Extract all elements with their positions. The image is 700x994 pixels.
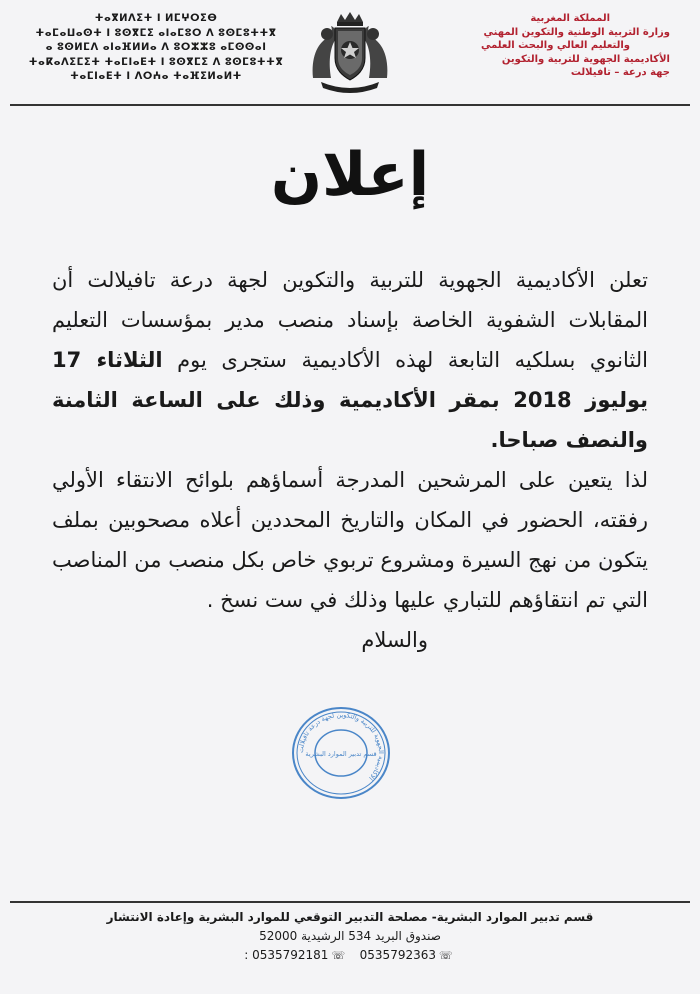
ministry-line: وزارة التربية الوطنية والتكوين المهني xyxy=(483,26,670,38)
announcement-body xyxy=(52,260,648,660)
closing-text: والسلام xyxy=(361,628,428,652)
coat-of-arms-icon xyxy=(307,8,393,94)
footer xyxy=(0,908,700,965)
ministry-line: جهة درعة – تافيلالت xyxy=(570,67,670,78)
ministry-line: والتعليم العالي والبحث العلمي xyxy=(480,40,630,51)
paragraph-2: لذا يتعين على المرشحين المدرجة أسماؤهم بلوائح الانتقاء الأولي رفقته، الحضور في المكان والتاريخ المحددين أعلاه مصحوبين بملف يتكون من نهج السيرة ومشروع تربوي خاص بكل منصب من المناصب التي تم انتقاؤهم للتباري عليها وذلك في ست نسخ . xyxy=(52,468,648,612)
page-title: إعلان xyxy=(270,140,430,210)
footer-address: صندوق البريد 534 الرشيدية 52000 xyxy=(259,929,441,943)
footer-department: قسم تدبير الموارد البشرية- مصلحة التدبير التوقعي للموارد البشرية وإعادة الانتشار xyxy=(106,910,594,924)
tifinagh-header xyxy=(26,12,286,85)
ministry-line: الأكاديمية الجهوية للتربية والتكوين xyxy=(501,53,670,65)
official-stamp-icon xyxy=(290,705,392,801)
stamp-inner-text: قسم تدبير الموارد البشرية xyxy=(305,750,377,758)
tifinagh-line: ⴰ ⵓⵙⵍⵎⴷ ⴰⵏⴰⴼⵍⵍⴰ ⴷ ⵓⵔⵣⵣⵓ ⴰⵎⵙⵙⴰⵏ xyxy=(45,42,267,53)
paragraph-1-text: تعلن الأكاديمية الجهوية للتربية والتكوين لجهة درعة تافيلالت أن المقابلات الشفوية الخاصة بإسناد منصب مدير بمؤسسات التعليم الثانوي بسلكيه التابعة لهذه الأكاديمية ستجرى يوم xyxy=(52,268,648,372)
tifinagh-line: ⵜⴰⴳⵍⴷⵉⵜ ⵏ ⵍⵎⵖⵔⵉⴱ xyxy=(94,13,218,24)
footer-contacts xyxy=(0,946,700,965)
tifinagh-line: ⵜⴰⵎⵏⴰⴹⵜ ⵏ ⴷⵔⵄⴰ ⵜⴰⴼⵉⵍⴰⵍⵜ xyxy=(70,71,242,82)
tifinagh-line: ⵜⴰⵎⴰⵡⴰⵙⵜ ⵏ ⵓⵙⴳⵎⵉ ⴰⵏⴰⵎⵓⵔ ⴷ ⵓⵙⵎⵓⵜⵜⴳ xyxy=(35,27,277,39)
footer-phone: 0535792363 xyxy=(359,948,437,962)
footer-fax: 0535792181 : xyxy=(244,948,329,962)
paragraph-1-date: الثلاثاء 17 يوليوز 2018 بمقر الأكاديمية وذلك على الساعة الثامنة والنصف صباحا. xyxy=(52,348,648,452)
svg-text:الأكاديمية الجهوية للتربية وال xyxy=(297,711,385,782)
ministry-line: المملكة المغربية xyxy=(530,13,610,24)
paragraph-1 xyxy=(52,260,648,460)
letterhead xyxy=(0,0,700,104)
phone-icon: ☏ xyxy=(439,949,453,962)
ministry-header xyxy=(440,12,670,80)
fax-icon: ☏ xyxy=(331,949,346,962)
tifinagh-line: ⵜⴰⴽⴰⴷⵉⵎⵉⵜ ⵜⴰⵎⵏⴰⴹⵜ ⵏ ⵓⵙⴳⵎⵉ ⴷ ⵓⵙⵎⵓⵜⵜⴳ xyxy=(28,56,284,68)
footer-divider xyxy=(10,901,690,903)
stamp-outer-text: الأكاديمية الجهوية للتربية والتكوين لجهة درعة تافيلالت xyxy=(296,710,386,782)
header-divider xyxy=(10,104,690,106)
closing-line xyxy=(52,620,648,660)
